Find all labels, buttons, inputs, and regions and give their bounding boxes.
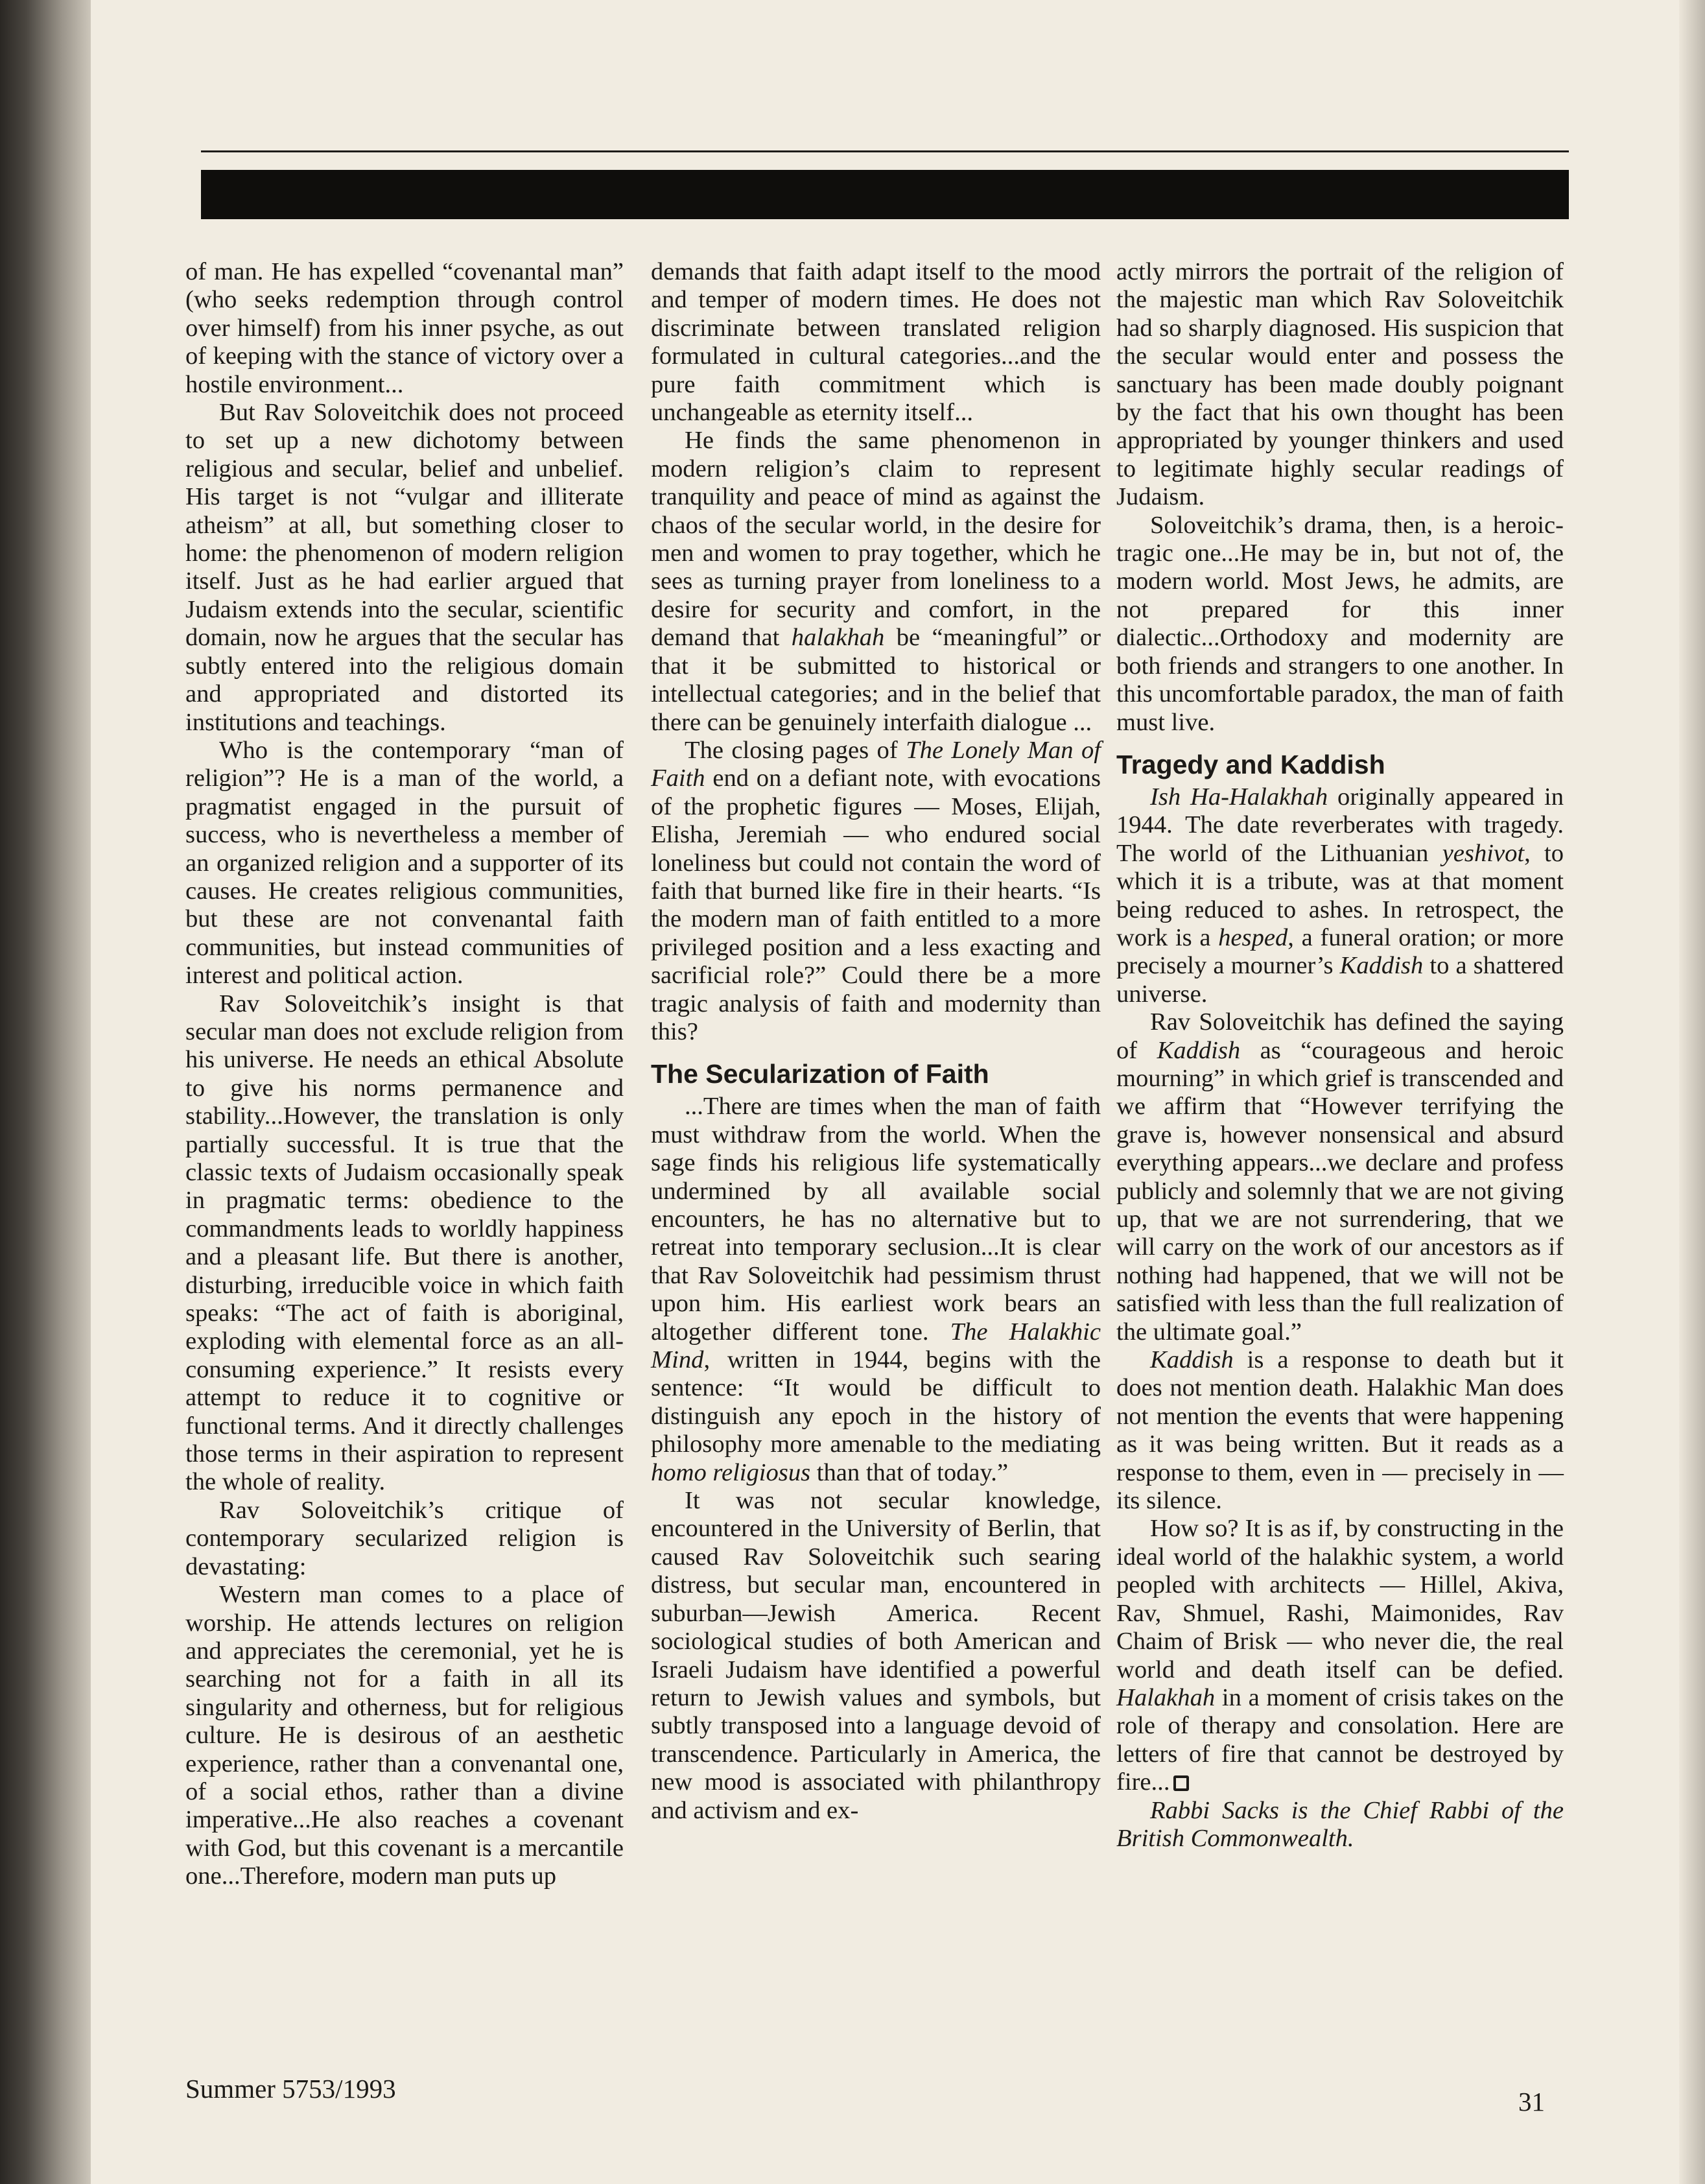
author-note: Rabbi Sacks is the Chief Rabbi of the British Commonwealth.: [1116, 1796, 1564, 1852]
text: ...There are times when the man of faith must withdraw from the world. When the sage finds his religious life systematically undermined by all available social encounters, he has no alternative but to retreat into temporary seclusion...It is clear that Rav Soloveitchik had pessimism thrust upon him. His earliest work bears an altogether different tone.: [651, 1093, 1101, 1346]
text: in a moment of crisis takes on the role of therapy and consolation. Here are letters of fire that cannot be destroyed by fire...: [1116, 1683, 1564, 1796]
paragraph: actly mirrors the portrait of the religion of the majestic man which Rav Soloveitchik had so sharply diagnosed. His suspicion that the secular would enter and possess the sanctuary has been made doubly poignant by the fact that his own thought has been appropriated by younger thinkers and used to legitimate highly secular readings of Judaism.: [1116, 258, 1564, 511]
paragraph: [1116, 1008, 1564, 1346]
emphasis: Kaddish: [1150, 1346, 1234, 1374]
paragraph: [651, 737, 1101, 1046]
paragraph: But Rav Soloveitchik does not proceed to set up a new dichotomy between religious and secular, belief and unbelief. His target is not “vulgar and illiterate atheism” at all, but something closer to home: the phenomenon of modern religion itself. Just as he had earlier argued that Judaism extends into the secular, scientific domain, now he argues that the secular has subtly entered into the religious domain and appropriated and distorted its institutions and teachings.: [185, 399, 624, 736]
page-number: 31: [1518, 2087, 1545, 2117]
text: How so? It is as if, by constructing in the ideal world of the halakhic system, a world peopled with architects — Hillel, Akiva, Rav, Shmuel, Rashi, Maimonides, Rav Chaim of Brisk — who never die, the real world and death itself can be defied.: [1116, 1515, 1564, 1683]
text: end on a defiant note, with evocations of the prophetic figures — Moses, Elijah, Elisha, Jeremiah — who endured social loneliness but could not contain the word of faith that burned like fire in their hearts. “Is the modern man of faith entitled to a more privileged position and a less exacting and sacrificial role?” Could there be a more tragic analysis of faith and modernity than this?: [651, 765, 1101, 1045]
text: to a shattered universe.: [1116, 952, 1564, 1008]
issue-date: Summer 5753/1993: [185, 2074, 396, 2104]
column-2: [651, 258, 1101, 1825]
text: He finds the same phenomenon in modern religion’s claim to represent tranquility and peace of mind as against the chaos of the secular world, in the desire for men and women to pray together, which he sees as turning prayer from loneliness to a desire for security and comfort, in the demand that: [651, 427, 1101, 652]
header-rule: [201, 150, 1569, 152]
emphasis: Halakhah: [1116, 1683, 1216, 1711]
emphasis: halakhah: [791, 624, 885, 652]
header-bar: [201, 170, 1569, 219]
binding-gutter: [0, 0, 97, 2184]
paragraph: of man. He has expelled “covenantal man” (who seeks redemption through control over himself) from his inner psyche, as out of keeping with the stance of victory over a hostile environment...: [185, 258, 624, 398]
book-title: The Lonely Man of Faith: [651, 736, 1101, 792]
paragraph: Rav Soloveitchik’s critique of contemporary secularized religion is devastating:: [185, 1496, 624, 1580]
page-edge: [1679, 0, 1705, 2184]
paragraph: Who is the contemporary “man of religion”? He is a man of the world, a pragmatist engaged in the pursuit of success, who is nevertheless a member of an organized religion and a supporter of its causes. He creates religious communities, but these are not convenantal faith communities, but instead communities of interest and political action.: [185, 736, 624, 990]
emphasis: yeshivot: [1442, 839, 1525, 867]
text: , to which it is a tribute, was at that moment being reduced to ashes. In retrospect, the work is a: [1116, 839, 1564, 951]
block-quote: Western man comes to a place of worship. He attends lectures on religion and appreciates the ceremonial, yet he is searching not for a faith in all its singularity and otherness, but for religious culture. He is desirous of an aesthetic experience, rather than a convenantal one, of a social ethos, rather than a divine imperative...He also reaches a covenant with God, but this covenant is a mercantile one...Therefore, modern man puts up: [185, 1581, 624, 1890]
text: is a response to death but it does not mention death. Halakhic Man does not mention the events that were happening as it was being written. But it reads as a response to them, even in — precisely in — its silence.: [1116, 1346, 1564, 1515]
section-heading: Tragedy and Kaddish: [1116, 749, 1385, 779]
paragraph: [651, 1093, 1101, 1487]
text: The closing pages of: [685, 736, 906, 764]
emphasis: homo religiosus: [651, 1458, 811, 1486]
text: , a funeral oration; or more precisely a mourner’s: [1116, 923, 1564, 980]
text: than that of today.”: [810, 1458, 1009, 1486]
emphasis: Kaddish: [1339, 952, 1424, 980]
book-title: Ish Ha-Halakhah: [1150, 783, 1328, 811]
section-heading: The Secularization of Faith: [651, 1059, 989, 1089]
paragraph: [1116, 1346, 1564, 1515]
end-mark-icon: [1173, 1775, 1189, 1791]
column-1: [185, 258, 624, 1891]
paragraph: [1116, 783, 1564, 1008]
text: , written in 1944, begins with the sentence: “It would be difficult to distinguish any epoch in the history of philosophy more amenable to the mediating: [651, 1346, 1101, 1458]
text: Rav Soloveitchik has defined the saying of: [1116, 1008, 1564, 1064]
paragraph: [1116, 1515, 1564, 1796]
paragraph: Soloveitchik’s drama, then, is a heroic-tragic one...He may be in, but not of, the modern world. Most Jews, he admits, are not prepared for this inner dialectic...Orthodoxy and modernity are both friends and strangers to one another. In this uncomfortable paradox, the man of faith must live.: [1116, 511, 1564, 736]
column-3: [1116, 258, 1564, 1853]
emphasis: Kaddish: [1157, 1036, 1241, 1064]
paragraph: [651, 427, 1101, 736]
paragraph: demands that faith adapt itself to the mood and temper of modern times. He does not discriminate between translated religion formulated in cultural categories...and the pure faith commitment which is unchangeable as eternity itself...: [651, 258, 1101, 427]
book-title: The Halakhic Mind: [651, 1318, 1101, 1374]
text: be “meaningful” or that it be submitted to historical or intellectual categories; and in the belief that there can be genuinely interfaith dialogue ...: [651, 624, 1101, 736]
emphasis: hesped: [1218, 923, 1288, 951]
paragraph: Rav Soloveitchik’s insight is that secular man does not exclude religion from his universe. He needs an ethical Absolute to give his norms permanence and stability...However, the translation is only partially successful. It is true that the classic texts of Judaism occasionally speak in pragmatic terms: obedience to the commandments leads to worldly happiness and a pleasant life. But there is another, disturbing, irreducible voice in which faith speaks: “The act of faith is aboriginal, exploding with elemental force as an all-consuming experience.” It resists every attempt to reduce it to cognitive or functional terms. And it directly challenges those terms in their aspiration to represent the whole of reality.: [185, 990, 624, 1496]
text: as “courageous and heroic mourning” in which grief is transcended and we affirm that “However terrifying the grave is, however nonsensical and absurd everything appears...we declare and profess publicly and solemnly that we are not giving up, that we are not surrendering, that we will carry on the work of our ancestors as if nothing had happened, that we will not be satisfied with less than the full realization of the ultimate goal.”: [1116, 1036, 1564, 1346]
paragraph: It was not secular knowledge, encountered in the University of Berlin, that caused Rav Soloveitchik such searing distress, but secular man, encountered in suburban—Jewish America. Recent sociological studies of both American and Israeli Judaism have identified a powerful return to Jewish values and symbols, but subtly transposed into a language devoid of transcendence. Particularly in America, the new mood is associated with philanthropy and activism and ex-: [651, 1487, 1101, 1824]
text: originally appeared in 1944. The date reverberates with tragedy. The world of the Lithuanian: [1116, 783, 1564, 867]
